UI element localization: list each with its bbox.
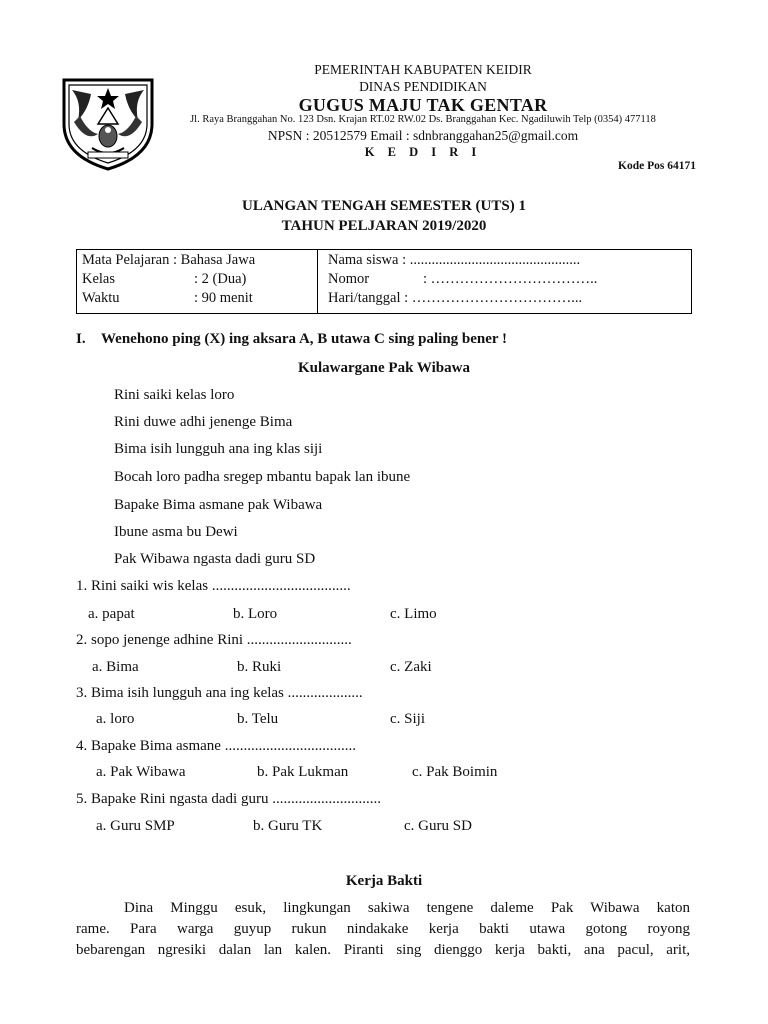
- option-c[interactable]: c. Siji: [390, 711, 426, 727]
- school-name: GUGUS MAJU TAK GENTAR: [298, 95, 548, 115]
- option-b[interactable]: b. Ruki: [237, 659, 282, 675]
- option-c[interactable]: c. Limo: [390, 606, 437, 622]
- option-c[interactable]: c. Zaki: [390, 659, 432, 675]
- section-instruction-text: Wenehono ping (X) ing aksara A, B utawa C sing paling bener !: [101, 331, 508, 347]
- option-a[interactable]: a. Guru SMP: [96, 818, 175, 834]
- option-a[interactable]: a. papat: [88, 606, 135, 622]
- option-c[interactable]: c. Guru SD: [404, 818, 472, 834]
- exam-year: TAHUN PELJARAN 2019/2020: [281, 218, 487, 234]
- npsn-email: NPSN : 20512579 Email : sdnbranggahan25@gmail.com: [267, 128, 579, 143]
- student-name-label: Nama siswa: [328, 252, 399, 268]
- question-3: 3. Bima isih lungguh ana ing kelas ....................: [76, 685, 363, 701]
- option-b[interactable]: b. Pak Lukman: [257, 764, 349, 780]
- time-row: [82, 290, 253, 307]
- exam-title: ULANGAN TENGAH SEMESTER (UTS) 1: [242, 198, 526, 214]
- passage-line: Rini duwe adhi jenenge Bima: [114, 414, 293, 430]
- date-row: [328, 290, 582, 307]
- postal-code: Kode Pos 64171: [618, 160, 696, 172]
- time-label: Waktu: [82, 290, 120, 306]
- passage-line: Rini saiki kelas loro: [114, 387, 235, 403]
- option-b[interactable]: b. Loro: [233, 606, 278, 622]
- date-label: Hari/tanggal: [328, 290, 401, 306]
- subject-row: [82, 252, 255, 269]
- section-number: I.: [76, 331, 86, 347]
- subject-label: Mata Pelajaran: [82, 252, 170, 268]
- student-number-blank: : ……………………………..: [423, 271, 598, 287]
- subject-value: : Bahasa Jawa: [173, 252, 256, 268]
- class-row: [82, 271, 246, 288]
- paragraph-line: rame. Para warga guyup rukun nindakake kerja bakti utawa gotong royong: [76, 921, 690, 937]
- question-2: 2. sopo jenenge adhine Rini ............................: [76, 632, 352, 648]
- option-b[interactable]: b. Guru TK: [253, 818, 323, 834]
- paragraph-line: Dina Minggu esuk, lingkungan sakiwa tengene daleme Pak Wibawa katon: [124, 900, 690, 916]
- class-label: Kelas: [82, 271, 116, 287]
- student-number-row: [328, 271, 597, 288]
- question-4: 4. Bapake Bima asmane ...................................: [76, 738, 356, 754]
- date-blank: : ……………………………...: [404, 290, 583, 306]
- department-name: DINAS PENDIDIKAN: [359, 79, 487, 94]
- passage-line: Bapake Bima asmane pak Wibawa: [114, 497, 323, 513]
- government-name: PEMERINTAH KABUPATEN KEIDIR: [314, 62, 532, 77]
- table-divider: [317, 250, 318, 313]
- passage-title: Kerja Bakti: [345, 873, 423, 889]
- paragraph-line: bebarengan ngresiki dalan lan kalen. Piranti sing dienggo kerja bakti, ana pacul, arit,: [76, 942, 690, 958]
- student-number-label: Nomor: [328, 271, 370, 287]
- class-value: : 2 (Dua): [194, 271, 247, 287]
- passage-line: Ibune asma bu Dewi: [114, 524, 238, 540]
- school-address: Jl. Raya Branggahan No. 123 Dsn. Krajan RT.02 RW.02 Ds. Branggahan Kec. Ngadiluwih Telp (0354) 477118: [190, 114, 656, 125]
- student-info-table: [76, 249, 692, 314]
- section-instruction: [76, 331, 507, 348]
- passage-line: Pak Wibawa ngasta dadi guru SD: [114, 551, 316, 567]
- option-a[interactable]: a. Pak Wibawa: [96, 764, 186, 780]
- time-value: : 90 menit: [194, 290, 253, 306]
- passage-title: Kulawargane Pak Wibawa: [298, 360, 470, 376]
- city-name: K E D I R I: [364, 145, 482, 159]
- student-name-blank: : ...............................................: [402, 252, 581, 268]
- option-c[interactable]: c. Pak Boimin: [412, 764, 498, 780]
- option-a[interactable]: a. loro: [96, 711, 135, 727]
- question-1: 1. Rini saiki wis kelas .....................................: [76, 578, 351, 594]
- question-5: 5. Bapake Rini ngasta dadi guru .............................: [76, 791, 381, 807]
- option-b[interactable]: b. Telu: [237, 711, 279, 727]
- passage-line: Bima isih lungguh ana ing klas siji: [114, 441, 323, 457]
- student-name-row: [328, 252, 580, 269]
- option-a[interactable]: a. Bima: [92, 659, 139, 675]
- regency-emblem-icon: [58, 72, 158, 172]
- passage-line: Bocah loro padha sregep mbantu bapak lan ibune: [114, 469, 411, 485]
